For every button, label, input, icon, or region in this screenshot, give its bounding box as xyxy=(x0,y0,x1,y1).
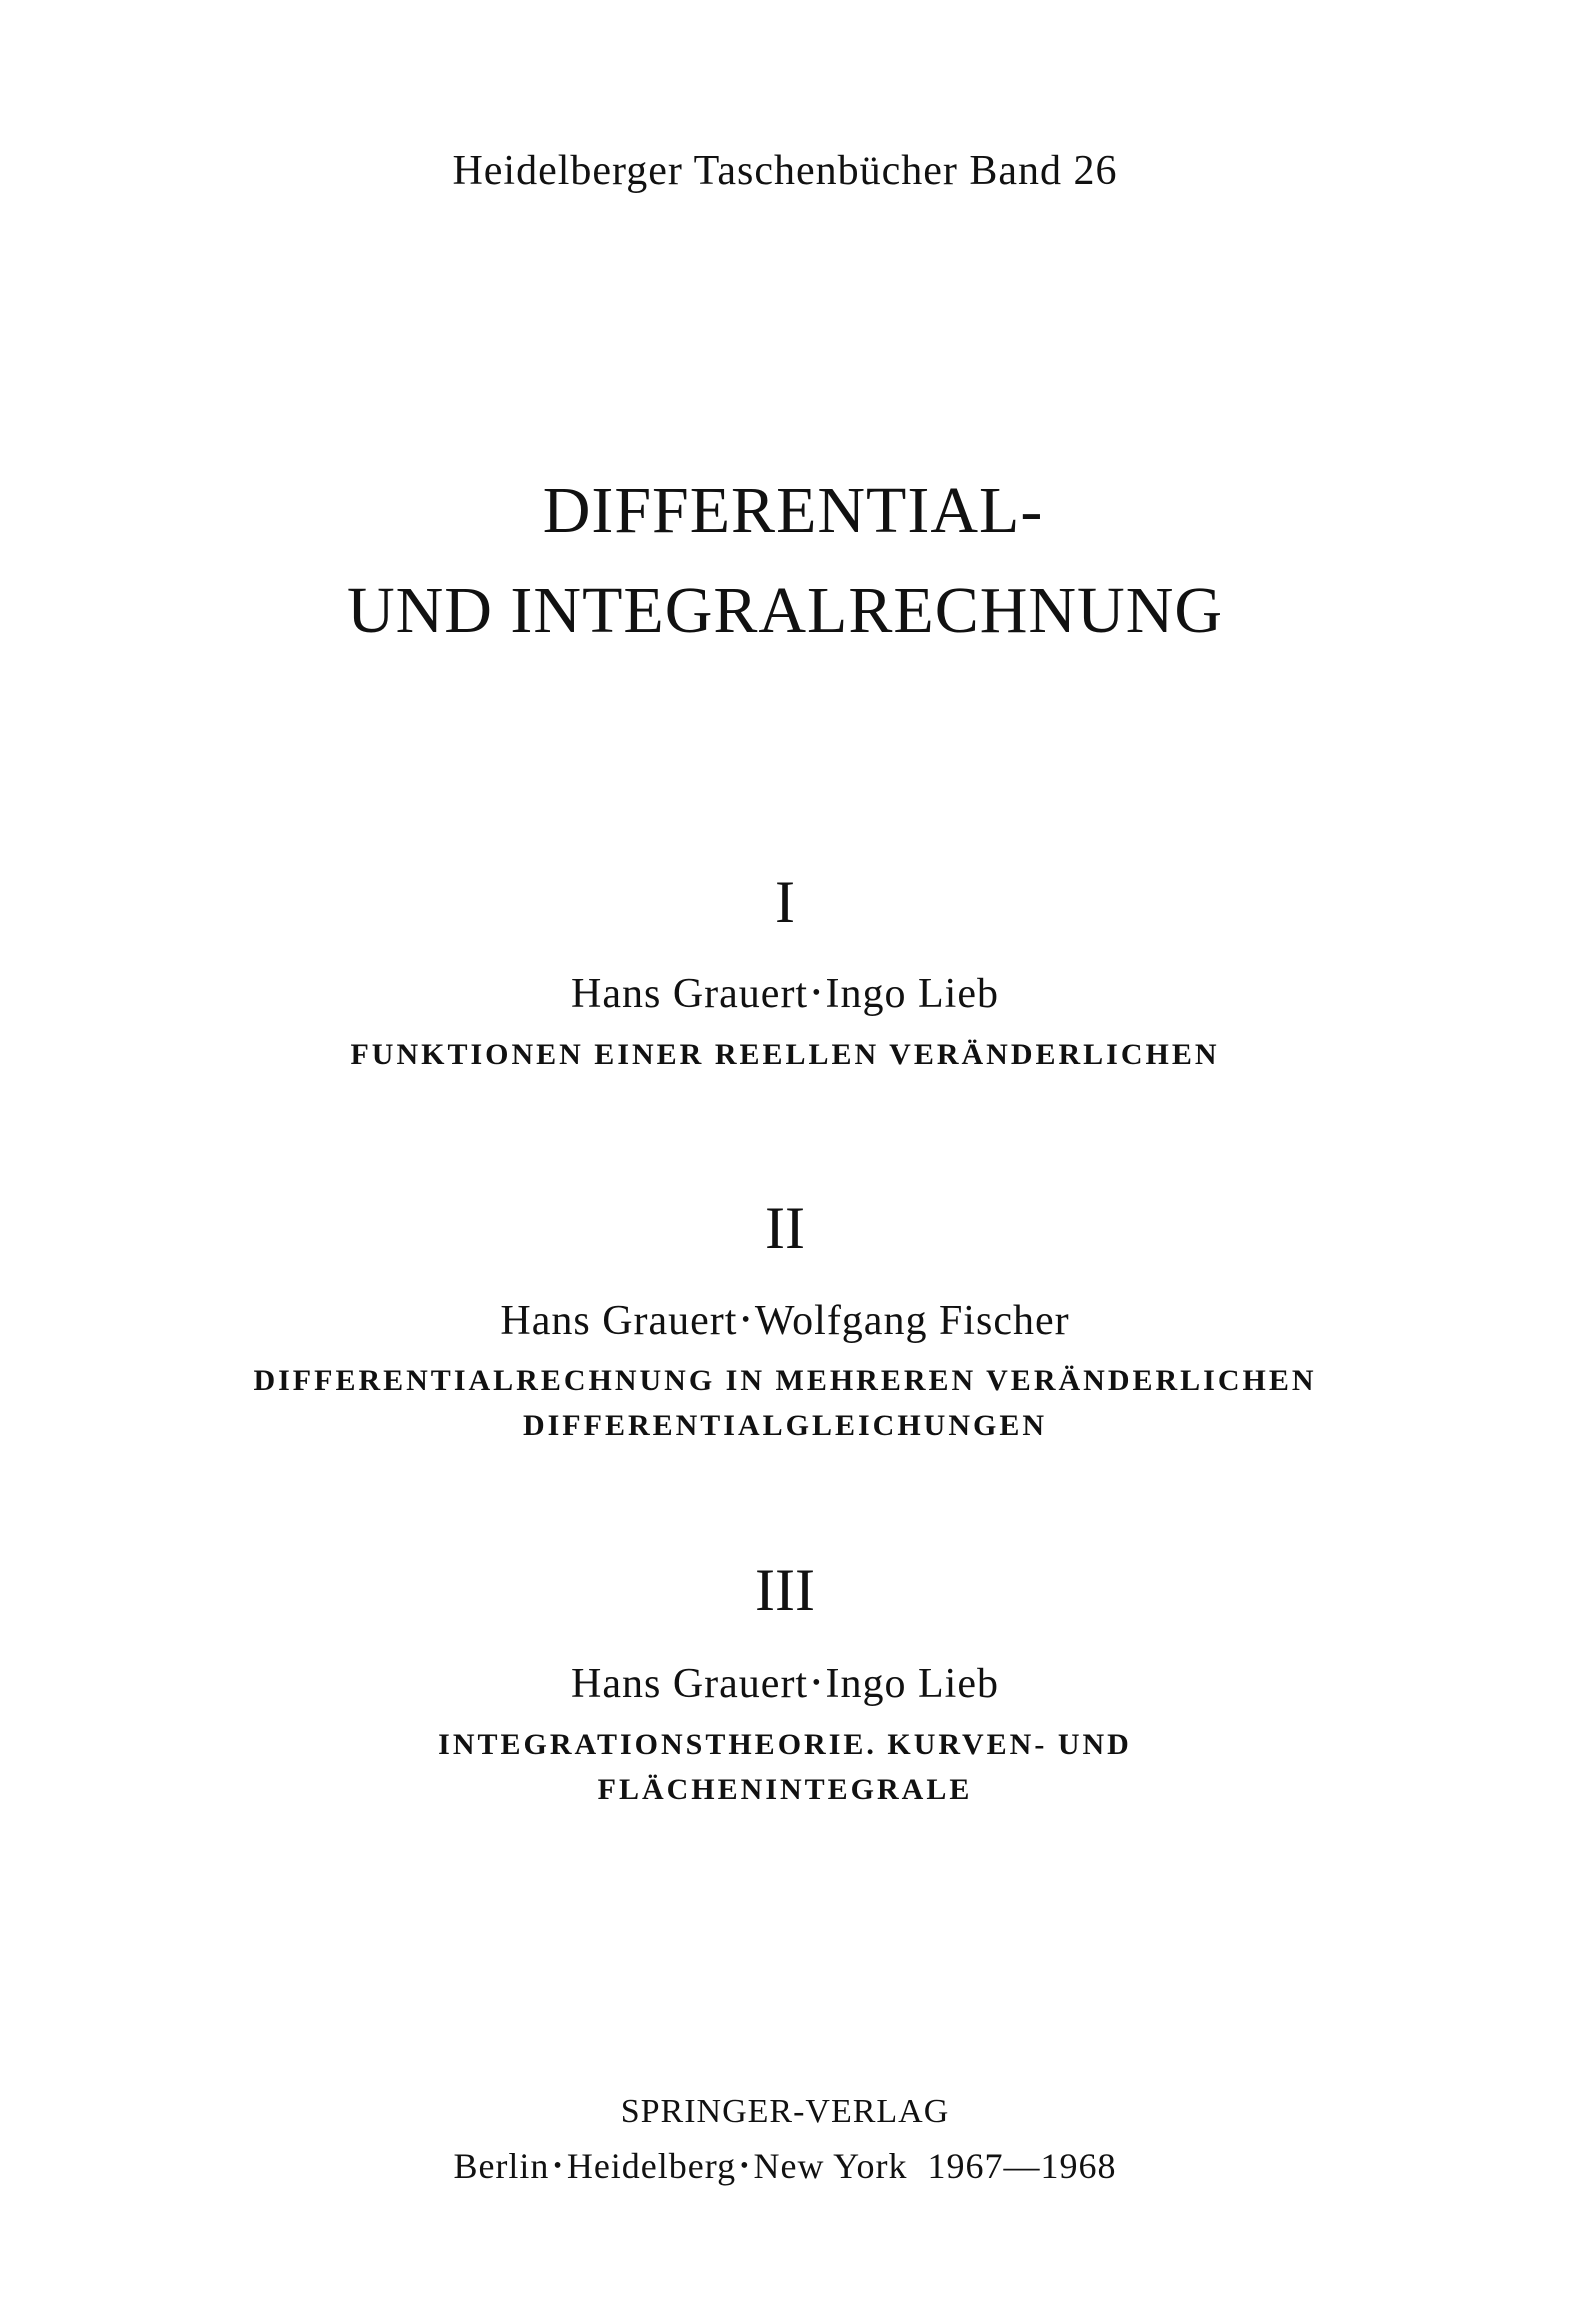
volume-1-subtitle: FUNKTIONEN EINER REELLEN VERÄNDERLICHEN xyxy=(350,1038,1220,1071)
volume-3-numeral: III xyxy=(755,1557,815,1623)
volume-2-author-2: Wolfgang Fischer xyxy=(754,1298,1070,1344)
imprint-separator-1: • xyxy=(553,2152,563,2179)
volume-2-numeral: II xyxy=(765,1195,805,1261)
imprint-years: 1967—1968 xyxy=(927,2146,1117,2186)
series-line: Heidelberger Taschenbücher Band 26 xyxy=(452,148,1118,194)
volume-1-author-1: Hans Grauert xyxy=(571,971,809,1017)
imprint-city-new-york: New York xyxy=(753,2146,908,2186)
volume-2-authors xyxy=(0,1300,1570,1342)
volume-1-authors xyxy=(0,973,1570,1015)
volume-2-subtitle-line-1: DIFFERENTIALRECHNUNG IN MEHREREN VERÄNDERLICHEN xyxy=(253,1364,1317,1397)
publisher-name: SPRINGER-VERLAG xyxy=(620,2093,950,2130)
volume-3-subtitle-line-1: INTEGRATIONSTHEORIE. KURVEN- UND xyxy=(438,1728,1132,1761)
book-title-line-1: DIFFERENTIAL- xyxy=(542,474,1044,547)
volume-1-author-2: Ingo Lieb xyxy=(825,971,999,1017)
imprint-line xyxy=(0,2148,1570,2184)
volume-2-author-1: Hans Grauert xyxy=(500,1298,738,1344)
volume-2-author-separator: • xyxy=(741,1307,751,1334)
volume-3-authors xyxy=(0,1663,1570,1705)
imprint-separator-2: • xyxy=(740,2152,750,2179)
volume-3-subtitle-line-2: FLÄCHENINTEGRALE xyxy=(597,1773,973,1806)
book-title-line-2: UND INTEGRALRECHNUNG xyxy=(346,574,1224,647)
volume-3-author-1: Hans Grauert xyxy=(571,1661,809,1707)
volume-1-author-separator: • xyxy=(812,980,822,1007)
volume-2-subtitle-line-2: DIFFERENTIALGLEICHUNGEN xyxy=(522,1409,1048,1442)
volume-3-author-2: Ingo Lieb xyxy=(825,1661,999,1707)
imprint-city-heidelberg: Heidelberg xyxy=(566,2146,737,2186)
volume-3-author-separator: • xyxy=(812,1670,822,1697)
imprint-city-berlin: Berlin xyxy=(453,2146,550,2186)
volume-1-numeral: I xyxy=(775,869,795,935)
